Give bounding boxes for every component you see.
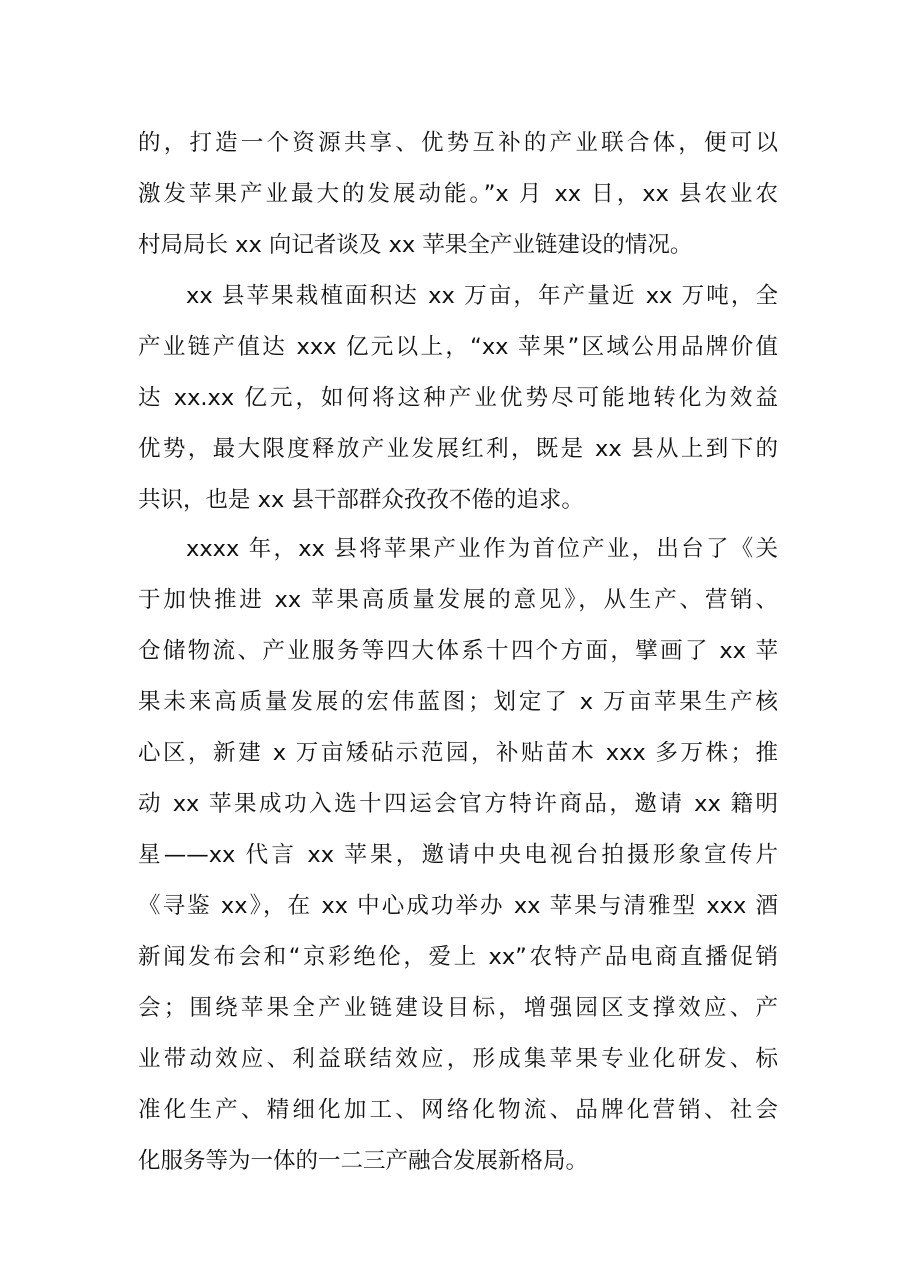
paragraph-3 xyxy=(138,524,778,1187)
text-line: 准化生产、精细化加工、网络化物流、品牌化营销、社会 xyxy=(138,1097,778,1123)
text-line: 的，打造一个资源共享、优势互补的产业联合体，便可以 xyxy=(138,130,778,156)
text-line: 仓储物流、产业服务等四大体系十四个方面，擘画了 xx 苹 xyxy=(138,638,778,664)
text-line: 新闻发布会和“京彩绝伦，爱上 xx”农特产品电商直播促销 xyxy=(138,944,778,970)
text-line: 产业链产值达 xxx 亿元以上，“xx 苹果”区域公用品牌价值 xyxy=(138,334,778,360)
text-line: 共识，也是 xx 县干部群众孜孜不倦的追求。 xyxy=(138,487,584,513)
text-line: 果未来高质量发展的宏伟蓝图；划定了 x 万亩苹果生产核 xyxy=(138,689,778,715)
text-line: 化服务等为一体的一二三产融合发展新格局。 xyxy=(138,1148,589,1174)
text-line: 业带动效应、利益联结效应，形成集苹果专业化研发、标 xyxy=(138,1046,778,1072)
text-line: 于加快推进 xx 苹果高质量发展的意见》，从生产、营销、 xyxy=(138,587,778,613)
text-line: xx 县苹果栽植面积达 xx 万亩，年产量近 xx 万吨，全 xyxy=(186,283,778,309)
text-line: 村局局长 xx 向记者谈及 xx 苹果全产业链建设的情况。 xyxy=(138,232,693,258)
text-line: 优势，最大限度释放产业发展红利，既是 xx 县从上到下的 xyxy=(138,436,778,462)
text-line: 达 xx.xx 亿元，如何将这种产业优势尽可能地转化为效益 xyxy=(138,385,778,411)
text-line: xxxx 年，xx 县将苹果产业作为首位产业，出台了《关 xyxy=(186,536,778,562)
paragraph-2 xyxy=(138,271,778,526)
paragraph-1 xyxy=(138,118,778,271)
text-line: 《寻鉴 xx》，在 xx 中心成功举办 xx 苹果与清雅型 xxx 酒 xyxy=(138,893,778,919)
text-line: 动 xx 苹果成功入选十四运会官方特许商品，邀请 xx 籍明 xyxy=(138,791,778,817)
text-line: 激发苹果产业最大的发展动能。”x 月 xx 日，xx 县农业农 xyxy=(138,181,778,207)
text-line: 心区，新建 x 万亩矮砧示范园，补贴苗木 xxx 多万株；推 xyxy=(138,740,778,766)
text-line: 会；围绕苹果全产业链建设目标，增强园区支撑效应、产 xyxy=(138,995,778,1021)
text-line: 星——xx 代言 xx 苹果，邀请中央电视台拍摄形象宣传片 xyxy=(138,842,778,868)
